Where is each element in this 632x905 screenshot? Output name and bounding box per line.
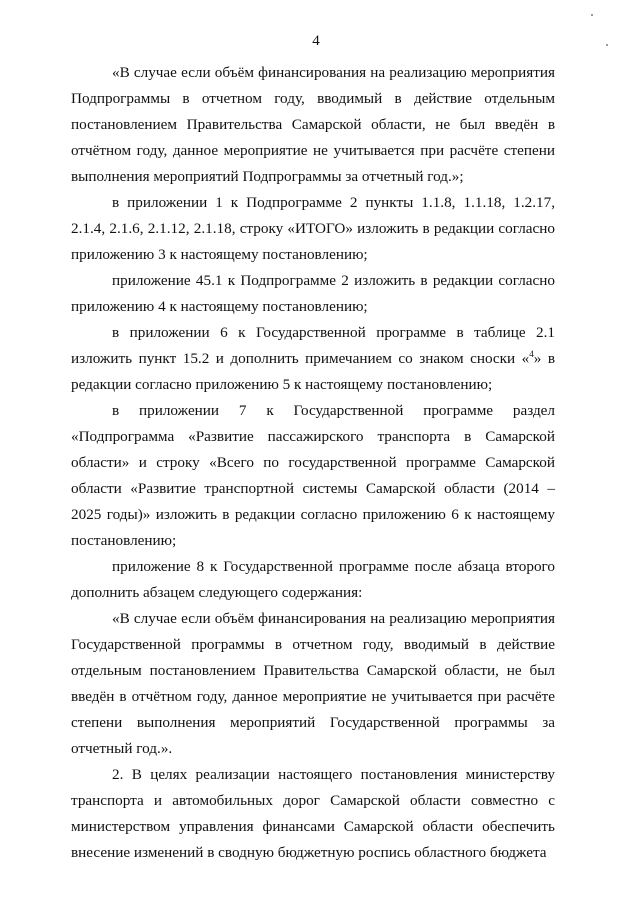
paragraph-state-program-note: «В случае если объём финансирования на реализацию мероприятия Государственной программы в отчетном году, вводимый в действие отдельным постановлением Правительства Самарской области, не был введён в отчётном году, данное мероприятие не учитывается при расчёте степени выполнения мероприятий Государственной программы за отчетный год.».	[71, 610, 555, 757]
paragraph-appendix-6	[71, 320, 555, 398]
page-number: 4	[312, 33, 320, 49]
paragraph-appendix-45-1: приложение 45.1 к Подпрограмме 2 изложить в редакции согласно приложению 4 к настоящему постановлению;	[71, 272, 555, 315]
paragraph-appendix-8: приложение 8 к Государственной программе после абзаца второго дополнить абзацем следующего содержания:	[71, 558, 555, 601]
paragraph-appendix-1: в приложении 1 к Подпрограмме 2 пункты 1.1.8, 1.1.18, 1.2.17, 2.1.4, 2.1.6, 2.1.12, 2.1.18, строку «ИТОГО» изложить в редакции согласно приложению 3 к настоящему постановлению;	[71, 194, 555, 263]
paragraph-appendix-7: в приложении 7 к Государственной программе раздел «Подпрограмма «Развитие пассажирского транспорта в Самарской области» и строку «Всего по государственной программе Самарской области «Развитие транспортной системы Самарской области (2014 – 2025 годы)» изложить в редакции согласно приложению 6 к настоящему постановлению;	[71, 402, 555, 549]
paragraph-item-2: 2. В целях реализации настоящего постановления министерству транспорта и автомобильных дорог Самарской области совместно с министерством управления финансами Самарской области обеспечить внесение изменений в сводную бюджетную роспись областного бюджета	[71, 766, 555, 861]
scan-speck-top-right	[591, 14, 593, 16]
paragraph-subprogram-note: «В случае если объём финансирования на реализацию мероприятия Подпрограммы в отчетном году, вводимый в действие отдельным постановлением Правительства Самарской области, не был введён в отчётном году, данное мероприятие не учитывается при расчёте степени выполнения мероприятий Подпрограммы за отчетный год.»;	[71, 64, 555, 185]
paragraph-appendix-6-text-after: » в редакции согласно приложению 5 к настоящему постановлению;	[71, 350, 555, 393]
scan-speck-right	[606, 44, 608, 46]
paragraph-appendix-6-text-before: в приложении 6 к Государственной программе в таблице 2.1 изложить пункт 15.2 и дополнить примечанием со знаком сноски «	[71, 324, 555, 367]
footnote-mark: 4	[529, 349, 534, 359]
document-body	[71, 60, 555, 866]
